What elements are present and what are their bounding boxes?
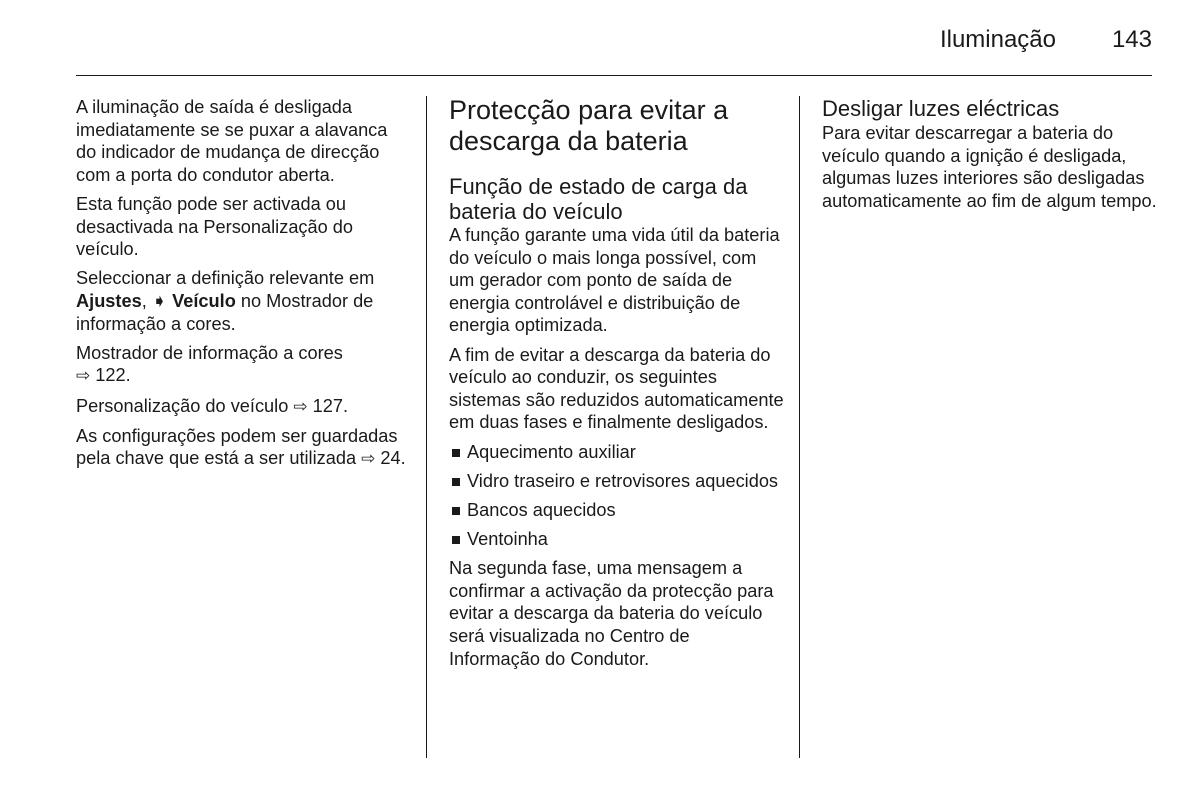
reduced-systems-list bbox=[449, 441, 785, 551]
column-divider-left bbox=[426, 96, 427, 758]
column-1 bbox=[76, 96, 412, 477]
paragraph-settings-path bbox=[76, 267, 412, 335]
bullet-icon bbox=[452, 478, 460, 486]
header-divider bbox=[76, 75, 1152, 76]
page-reference-icon: ⇨ bbox=[293, 396, 308, 416]
page-number: 143 bbox=[1111, 26, 1152, 53]
list-item bbox=[449, 441, 785, 464]
text-segment: no Mostrador de informação a cores. bbox=[76, 290, 374, 334]
paragraph-function-guarantee: A função garante uma vida útil da bateria do veículo o mais longa possível, com um gerador com ponto de saída de energia controlável e distribuição de energia optimizada. bbox=[449, 225, 780, 336]
column-divider-right bbox=[799, 96, 800, 758]
text-segment: , bbox=[141, 290, 152, 311]
page-reference: 24. bbox=[375, 448, 406, 469]
page-reference: 127. bbox=[307, 395, 349, 416]
menu-label-ajustes: Ajustes bbox=[76, 290, 142, 311]
text-segment: Personalização do veículo bbox=[76, 395, 294, 416]
menu-arrow-icon: ➧ bbox=[151, 290, 168, 311]
bullet-icon bbox=[452, 536, 460, 544]
section-title: Iluminação bbox=[939, 26, 1056, 53]
text-segment: Seleccionar a definição relevante em bbox=[76, 268, 375, 289]
list-item-label: Bancos aquecidos bbox=[467, 499, 616, 520]
column-2 bbox=[449, 95, 785, 677]
paragraph-second-phase: Na segunda fase, uma mensagem a confirmar a activação da protecção para evitar a descarga da bateria do veículo será visualizada no Centro de Informação do Condutor. bbox=[449, 558, 774, 669]
list-item bbox=[449, 528, 785, 551]
page-reference: 122. bbox=[90, 365, 131, 386]
page-reference-icon: ⇨ bbox=[76, 366, 91, 386]
bullet-icon bbox=[452, 507, 460, 515]
list-item bbox=[449, 499, 785, 522]
page-reference-icon: ⇨ bbox=[361, 449, 376, 469]
text-segment: Mostrador de informação a cores bbox=[76, 342, 343, 363]
list-item bbox=[449, 470, 785, 493]
heading-battery-protection: Protecção para evitar a descarga da bateria bbox=[449, 95, 729, 156]
list-item-label: Ventoinha bbox=[467, 529, 548, 550]
paragraph-avoid-discharge: A fim de evitar a descarga da bateria do veículo ao conduzir, os seguintes sistemas são reduzidos automaticamente em duas fases e finalmente desligados. bbox=[449, 344, 784, 433]
paragraph-colour-display-ref bbox=[76, 342, 412, 388]
paragraph-personalization-ref bbox=[76, 395, 412, 419]
paragraph-personalization: Esta função pode ser activada ou desactivada na Personalização do veículo. bbox=[76, 193, 354, 260]
subheading-charge-state: Função de estado de carga da bateria do veículo bbox=[449, 174, 748, 224]
heading-switch-off-lights: Desligar luzes eléctricas bbox=[822, 96, 1060, 121]
text-segment: As configurações podem ser guardadas pela chave que está a ser utilizada bbox=[76, 425, 398, 469]
bullet-icon bbox=[452, 449, 460, 457]
paragraph-exit-lighting: A iluminação de saída é desligada imediatamente se se puxar a alavanca do indicador de mudança de direcção com a porta do condutor aberta. bbox=[76, 97, 388, 185]
paragraph-key-settings bbox=[76, 425, 412, 471]
column-3 bbox=[822, 95, 1158, 219]
menu-label-veiculo: Veículo bbox=[172, 290, 236, 311]
paragraph-interior-lights: Para evitar descarregar a bateria do veículo quando a ignição é desligada, algumas luzes interiores são desligadas automaticamente ao fim de algum tempo. bbox=[822, 123, 1157, 211]
list-item-label: Aquecimento auxiliar bbox=[467, 441, 636, 462]
list-item-label: Vidro traseiro e retrovisores aquecidos bbox=[467, 470, 779, 491]
